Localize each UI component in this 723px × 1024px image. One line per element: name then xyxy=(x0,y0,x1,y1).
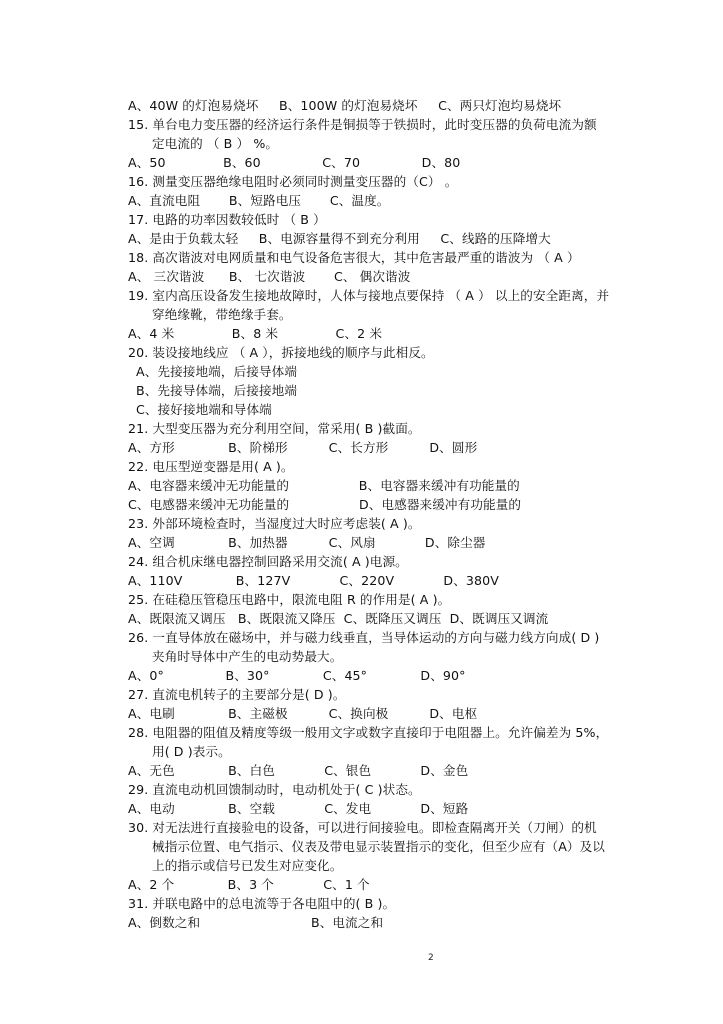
text-line: A、既限流又调压 B、既限流又降压 C、既降压又调压 D、既调压又调流 xyxy=(128,611,549,626)
text-line: 用( D )表示。 xyxy=(152,744,231,759)
text-line: 15. 单台电力变压器的经济运行条件是铜损等于铁损时，此时变压器的负荷电流为额 xyxy=(128,117,597,132)
page-number: 2 xyxy=(428,953,434,963)
text-line: 定电流的 （ B ） %。 xyxy=(152,136,279,151)
text-line: A、方形 B、阶梯形 C、长方形 D、圆形 xyxy=(128,440,478,455)
text-line: A、是由于负载太轻 B、电源容量得不到充分利用 C、线路的压降增大 xyxy=(128,231,551,246)
text-line: 21. 大型变压器为充分利用空间，常采用( B )截面。 xyxy=(128,421,421,436)
text-line: B、先接导体端，后接接地端 xyxy=(136,383,298,398)
text-line: A、110V B、127V C、220V D、380V xyxy=(128,573,499,588)
text-line: 械指示位置、电气指示、仪表及带电显示装置指示的变化，但至少应有（A）及以 xyxy=(152,839,605,854)
text-line: A、2 个 B、3 个 C、1 个 xyxy=(128,877,370,892)
text-line: 31. 并联电路中的总电流等于各电阻中的( B )。 xyxy=(128,896,396,911)
text-line: 20. 装设接地线应 （ A ），拆接地线的顺序与此相反。 xyxy=(128,345,434,360)
text-line: 17. 电路的功率因数较低时 （ B ） xyxy=(128,212,326,227)
text-line: A、电刷 B、主磁极 C、换向极 D、电枢 xyxy=(128,706,478,721)
text-line: 16. 测量变压器绝缘电阻时必须同时测量变压器的（C） 。 xyxy=(128,174,458,189)
text-line: 18. 高次谐波对电网质量和电气设备危害很大，其中危害最严重的谐波为 （ A ） xyxy=(128,250,580,265)
text-line: A、4 米 B、8 米 C、2 米 xyxy=(128,326,383,341)
text-line: A、倒数之和 B、电流之和 xyxy=(128,915,384,930)
text-line: A、40W 的灯泡易烧坏 B、100W 的灯泡易烧坏 C、两只灯泡均易烧坏 xyxy=(128,98,562,113)
text-line: 上的指示或信号已发生对应变化。 xyxy=(152,858,343,873)
text-line: 穿绝缘靴，带绝缘手套。 xyxy=(152,307,292,322)
text-line: 30. 对无法进行直接验电的设备，可以进行间接验电。即检查隔离开关（刀闸）的机 xyxy=(128,820,597,835)
text-line: A、 三次谐波 B、 七次谐波 C、 偶次谐波 xyxy=(128,269,411,284)
text-line: A、先接接地端，后接导体端 xyxy=(136,364,298,379)
text-line: 25. 在硅稳压管稳压电路中，限流电阻 R 的作用是( A )。 xyxy=(128,592,451,607)
text-line: 23. 外部环境检查时，当湿度过大时应考虑装( A )。 xyxy=(128,516,421,531)
text-line: A、电容器来缓冲无功能量的 B、电容器来缓冲有功能量的 xyxy=(128,478,520,493)
text-line: 28. 电阻器的阻值及精度等级一般用文字或数字直接印于电阻器上。允许偏差为 5%， xyxy=(128,725,609,740)
text-line: 29. 直流电动机回馈制动时，电动机处于( C )状态。 xyxy=(128,782,421,797)
text-line: 27. 直流电机转子的主要部分是( D )。 xyxy=(128,687,346,702)
text-line: 19. 室内高压设备发生接地故障时，人体与接地点要保持 （ A ） 以上的安全距离，并 xyxy=(128,288,610,303)
text-line: C、接好接地端和导体端 xyxy=(136,402,272,417)
text-line: C、电感器来缓冲无功能量的 D、电感器来缓冲有功能量的 xyxy=(128,497,522,512)
text-line: A、空调 B、加热器 C、风扇 D、除尘器 xyxy=(128,535,486,550)
text-line: 24. 组合机床继电器控制回路采用交流( A )电源。 xyxy=(128,554,408,569)
text-line: A、直流电阻 B、短路电压 C、温度。 xyxy=(128,193,390,208)
text-line: A、0° B、30° C、45° D、90° xyxy=(128,668,466,683)
text-line: A、50 B、60 C、70 D、80 xyxy=(128,155,461,170)
text-line: A、电动 B、空载 C、发电 D、短路 xyxy=(128,801,469,816)
text-line: 夹角时导体中产生的电动势最大。 xyxy=(152,649,343,664)
text-line: A、无色 B、白色 C、银色 D、金色 xyxy=(128,763,469,778)
text-line: 22. 电压型逆变器是用( A )。 xyxy=(128,459,294,474)
text-line: 26. 一直导体放在磁场中，并与磁力线垂直，当导体运动的方向与磁力线方向成( D ) xyxy=(128,630,600,645)
